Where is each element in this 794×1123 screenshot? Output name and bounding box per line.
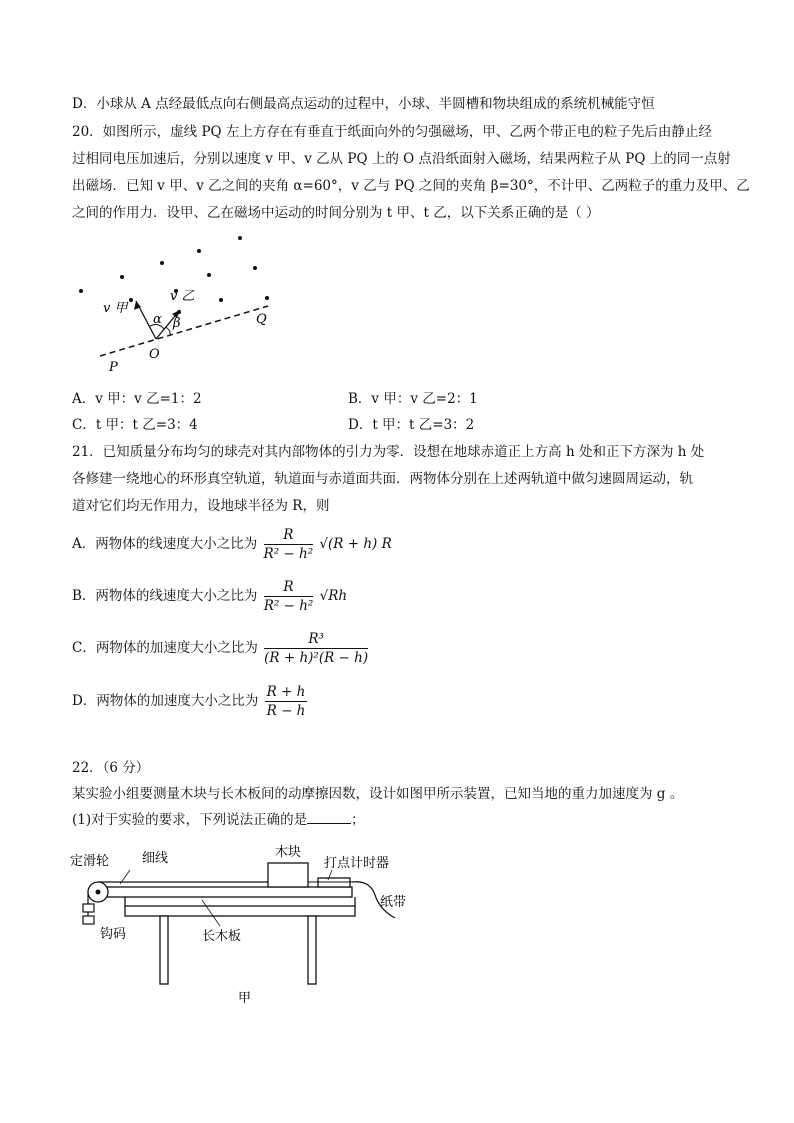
label-string: 细线 xyxy=(142,851,169,866)
q21-stem-line1: 21．已知质量分布均匀的球壳对其内部物体的引力为零．设想在地球赤道正上方高 h 处和正下方深为 h 处 xyxy=(72,444,705,460)
q22-apparatus-figure xyxy=(70,840,430,1015)
q22-question-1: (1)对于实验的要求，下列说法正确的是 ； xyxy=(72,812,365,828)
q20-option-c: C．t 甲：t 乙=3：4 xyxy=(72,417,198,433)
table-leg-right xyxy=(308,916,316,984)
hanging-weight xyxy=(83,904,94,912)
label-block: 木块 xyxy=(275,845,302,860)
q22-stem-line1: 某实验小组要测量木块与长木板间的动摩擦因数，设计如图甲所示装置，已知当地的重力加速度为 g 。 xyxy=(72,786,684,802)
label-board: 长木板 xyxy=(202,929,242,944)
q20-option-a: A．v 甲：v 乙=1：2 xyxy=(72,391,202,407)
q20-stem-line4: 之间的作用力．设甲、乙在磁场中运动的时间分别为 t 甲、t 乙，以下关系正确的是（ ） xyxy=(72,205,600,221)
q21-option-b: B．两物体的线速度大小之比为 $\frac{R}{\text{R² − h²}}$ √Rh xyxy=(72,579,348,614)
q19-option-d: D．小球从 A 点经最低点向右侧最高点运动的过程中，小球、半圆槽和物块组成的系统机械能守恒 xyxy=(72,96,655,112)
q20-magnetic-field-figure xyxy=(70,228,290,378)
q21-b-radical: √Rh xyxy=(319,588,348,604)
q22-heading: 22．（6 分） xyxy=(72,760,150,776)
figure-caption: 甲 xyxy=(238,991,252,1006)
label-beta: β xyxy=(173,316,181,331)
label-q: Q xyxy=(256,312,267,327)
answer-blank xyxy=(307,811,351,824)
wooden-block xyxy=(268,863,308,887)
q21-option-d: D．两物体的加速度大小之比为 $\frac{R + h}{R - h}$ xyxy=(72,684,306,719)
q20-option-d: D．t 甲：t 乙=3：2 xyxy=(348,417,475,433)
label-tape: 纸带 xyxy=(380,895,407,910)
q21-stem-line3: 道对它们均无作用力，设地球半径为 R，则 xyxy=(72,498,330,514)
label-alpha: α xyxy=(153,312,162,327)
label-v-yi: v 乙 xyxy=(170,289,195,304)
q20-stem-line3: 出磁场．已知 v 甲、v 乙之间的夹角 α=60°，v 乙与 PQ 之间的夹角 β=30°，不计甲、乙两粒子的重力及甲、乙 xyxy=(72,178,750,194)
label-weight: 钩码 xyxy=(100,927,127,942)
q21-stem-line2: 各修建一绕地心的环形真空轨道，轨道面与赤道面共面．两物体分别在上述两轨道中做匀速圆周运动，轨 xyxy=(72,471,693,487)
table-leg-left xyxy=(160,916,168,984)
label-p: P xyxy=(109,360,118,375)
q20-stem-line2: 过相同电压加速后，分别以速度 v 甲、v 乙从 PQ 上的 O 点沿纸面射入磁场，结果两粒子从 PQ 上的同一点射 xyxy=(72,151,731,167)
q20-stem-line1: 20．如图所示，虚线 PQ 左上方存在有垂直于纸面向外的匀强磁场，甲、乙两个带正电的粒子先后由静止经 xyxy=(72,124,712,140)
long-board xyxy=(92,887,352,897)
q21-c-fraction: $\frac{\text{R³}}{\text{(R + h)²(R − h)}}$ xyxy=(264,631,369,666)
label-timer: 打点计时器 xyxy=(324,856,390,871)
label-pulley: 定滑轮 xyxy=(70,854,110,869)
label-v-jia: v 甲 xyxy=(103,301,128,316)
table-top xyxy=(125,906,355,916)
q21-option-c: C．两物体的加速度大小之比为 $\frac{\text{R³}}{\text{(R + h)²(R − h)}}$ xyxy=(72,631,369,666)
q21-b-fraction: $\frac{R}{\text{R² − h²}}$ xyxy=(263,579,314,614)
q21-option-a: A．两物体的线速度大小之比为 $\frac{R}{\text{R² − h²}}$ √(R + h) R xyxy=(72,527,392,562)
q21-a-radical: √(R + h) R xyxy=(319,536,392,552)
q20-option-b: B．v 甲：v 乙=2：1 xyxy=(348,391,478,407)
q21-d-fraction: $\frac{R + h}{R - h}$ xyxy=(266,684,306,719)
label-o: O xyxy=(149,347,160,362)
q21-a-fraction: $\frac{R}{\text{R² − h²}}$ xyxy=(263,527,314,562)
